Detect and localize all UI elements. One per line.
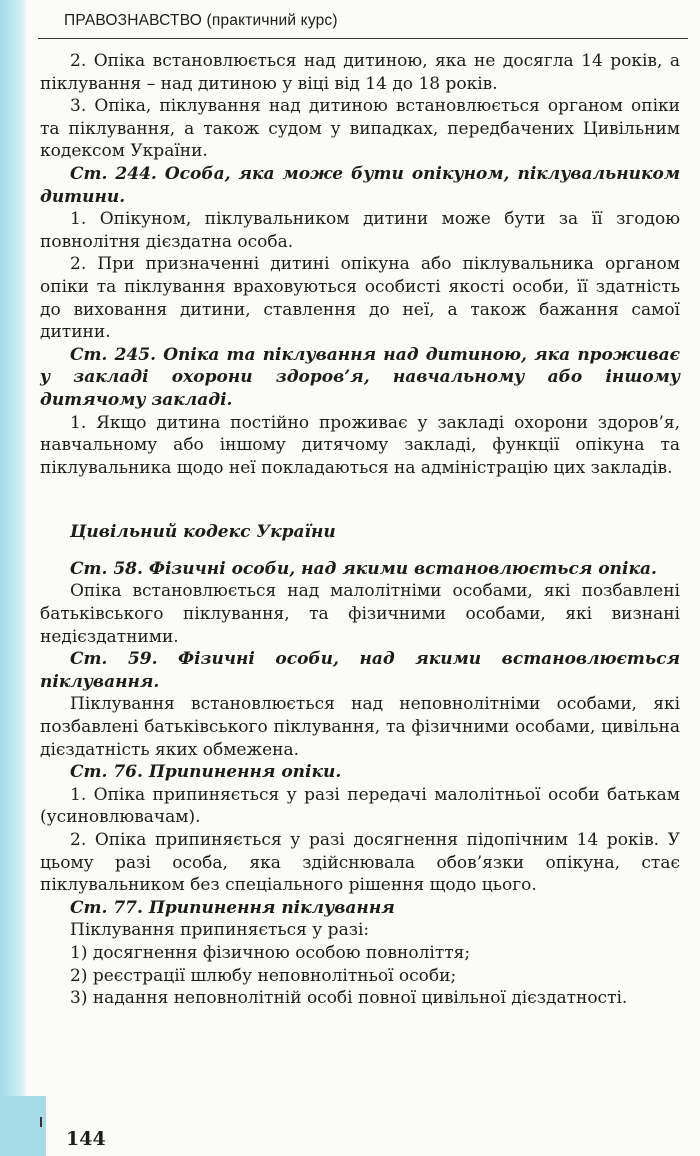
- paragraph: Піклування припиняється у разі:: [70, 920, 370, 941]
- article-heading: Ст. 244. Особа, яка може бути опікуном, піклувальником дитини.: [40, 163, 680, 207]
- paragraph: 2. Опіка припиняється у разі досягнення підопічним 14 років. У цьому разі особа, яка здійснювала обов’язки опікуна, стає піклувальником без спеціального рішення щодо цього.: [40, 830, 680, 896]
- article-heading: Ст. 76. Припинення опіки.: [70, 762, 342, 783]
- running-header: ПРАВОЗНАВСТВО (практичний курс): [64, 12, 338, 29]
- article-heading: Ст. 77. Припинення піклування: [70, 897, 395, 918]
- margin-mark: [40, 1117, 42, 1127]
- paragraph: 2. При призначенні дитині опікуна або піклувальника органом опіки та піклування враховуються особисті якості особи, її здатність до виховання дитини, ставлення до неї, а також бажання самої дитини.: [40, 254, 680, 343]
- page-margin-band: [0, 0, 26, 1156]
- list-item: 1) досягнення фізичною особою повноліття;: [70, 942, 471, 963]
- section-heading: Цивільний кодекс України: [70, 522, 336, 543]
- page-number: 144: [66, 1128, 106, 1150]
- paragraph: 1. Опіка припиняється у разі передачі малолітньої особи батькам (усиновлювачам).: [40, 784, 680, 828]
- article-heading: Ст. 58. Фізичні особи, над якими встановлюється опіка.: [70, 558, 657, 579]
- paragraph: 3. Опіка, піклування над дитиною встановлюється органом опіки та піклування, а також судом у випадках, передбачених Цивільним кодексом України.: [40, 96, 680, 162]
- list-item: 3) надання неповнолітній особі повної цивільної дієздатності.: [70, 988, 628, 1009]
- paragraph: 2. Опіка встановлюється над дитиною, яка не досягла 14 років, а піклування – над дитиною у віці від 14 до 18 років.: [40, 51, 680, 94]
- header-rule: [38, 38, 688, 39]
- paragraph: Опіка встановлюється над малолітніми особами, які позбавлені батьківського піклування, та фізичними особами, які визнані недієздатними.: [40, 581, 680, 647]
- paragraph: 1. Якщо дитина постійно проживає у закладі охорони здоров’я, навчальному або іншому дитячому закладі, функції опікуна та піклувальника щодо неї покладаються на адміністрацію цих закладів.: [40, 412, 680, 478]
- paragraph: 1. Опікуном, піклувальником дитини може бути за її згодою повнолітня дієздатна особа.: [40, 209, 680, 252]
- article-heading: Ст. 245. Опіка та піклування над дитиною, яка проживає у закладі охорони здоров’я, навчальному або іншому дитячому закладі.: [40, 344, 680, 410]
- list-item: 2) реєстрації шлюбу неповнолітньої особи;: [70, 965, 457, 986]
- paragraph: Піклування встановлюється над неповнолітніми особами, які позбавлені батьківського піклування, та фізичними особами, цивільна дієздатність яких обмежена.: [40, 694, 680, 760]
- article-heading: Ст. 59. Фізичні особи, над якими встановлюється піклування.: [40, 649, 680, 692]
- page-body: [40, 50, 680, 1010]
